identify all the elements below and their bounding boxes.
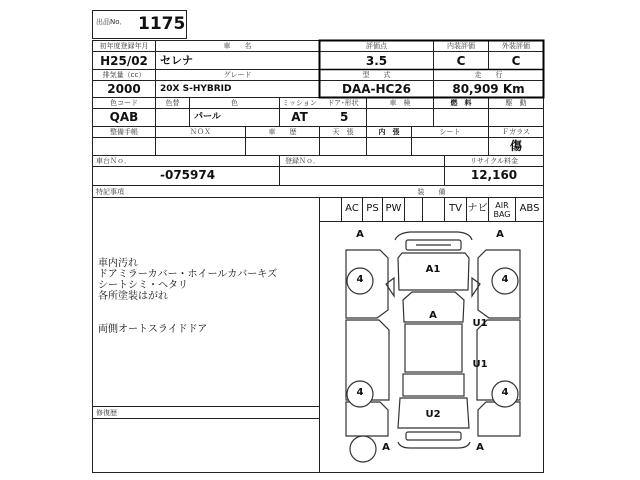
- value-recycle: 12,160: [470, 168, 518, 182]
- value-model: DAA-HC26: [341, 82, 412, 96]
- label-chassis: 車台Ｎｏ．: [96, 157, 131, 165]
- value-displacement: 2000: [107, 82, 141, 96]
- value-mission: AT: [291, 110, 308, 124]
- label-nox: ＮＯＸ: [190, 128, 211, 136]
- note-line-2: ドアミラーカバー・ホイールカバーキズ: [98, 269, 278, 280]
- equip-ac: AC: [345, 203, 359, 214]
- mark-right-door-front: U1: [472, 318, 488, 329]
- label-doors: ドア･形状: [327, 99, 359, 107]
- note-line-4: 各所塗装はがれ: [98, 291, 168, 302]
- equip-abs: ABS: [519, 203, 540, 214]
- label-sunroof: 天 張: [332, 128, 354, 136]
- label-interior-top: 内 張: [378, 128, 400, 136]
- label-interior: 内装評価: [447, 42, 475, 50]
- value-mileage: 80,909 Km: [452, 82, 525, 96]
- mark-roof-front: A: [429, 310, 437, 321]
- repair-label: 修復歴: [96, 409, 117, 417]
- label-grade: グレード: [223, 71, 252, 79]
- label-mileage: 走 行: [474, 71, 503, 79]
- mark-fl-wheel: 4: [356, 274, 364, 285]
- label-drive: 駆 動: [505, 99, 527, 107]
- label-car-name: 車 名: [223, 42, 252, 50]
- value-chassis: -075974: [160, 168, 216, 182]
- label-seat: シート: [439, 128, 461, 136]
- label-model: 型 式: [362, 71, 391, 79]
- label-mission: ミッション: [282, 99, 317, 107]
- lot-label: 出品No．: [96, 18, 127, 26]
- value-color: パール: [194, 112, 221, 122]
- equip-tv: TV: [449, 203, 462, 214]
- label-glass: Ｆガラス: [502, 128, 530, 136]
- label-color-change: 色替: [165, 99, 180, 107]
- value-color-code: QAB: [109, 110, 139, 124]
- lot-number: 1175: [138, 14, 186, 34]
- equip-airbag: AIR BAG: [493, 201, 511, 219]
- label-color-code: 色コード: [110, 99, 138, 107]
- mark-rl-wheel: 4: [356, 387, 364, 398]
- label-capacity: 車 検: [389, 99, 411, 107]
- equip-pw: PW: [385, 203, 402, 214]
- mark-rear-right: A: [476, 442, 484, 453]
- mark-rear-left: A: [382, 442, 390, 453]
- value-glass: 傷: [509, 139, 522, 153]
- value-doors: 5: [340, 110, 349, 124]
- equip-navi: ナビ: [467, 203, 488, 214]
- label-color: 色: [231, 99, 238, 107]
- label-first-reg: 初年度登録年月: [99, 42, 149, 50]
- value-car-name: セレナ: [160, 54, 193, 67]
- mark-front-left: A: [356, 229, 364, 240]
- mark-front-right: A: [496, 229, 504, 240]
- mark-rr-wheel: 4: [501, 387, 509, 398]
- equipment-label: 装 備: [417, 188, 446, 196]
- mark-right-door-rear: U1: [472, 359, 488, 370]
- label-fuel: 燃 料: [450, 99, 472, 107]
- value-score: 3.5: [365, 54, 388, 68]
- value-first-reg: H25/02: [100, 54, 148, 68]
- label-history: 車 歴: [268, 128, 297, 136]
- label-manual: 整備手帳: [110, 128, 138, 136]
- mark-back-door: U2: [425, 409, 441, 420]
- mark-hood: A1: [425, 264, 441, 275]
- equip-ps: PS: [366, 203, 379, 214]
- label-recycle: リサイクル料金: [469, 157, 519, 165]
- mark-fr-wheel: 4: [501, 274, 509, 285]
- value-grade: 20X S-HYBRID: [160, 84, 232, 94]
- value-exterior: C: [511, 54, 521, 68]
- label-displacement: 排気量（cc）: [102, 71, 146, 79]
- note-line-1: 車内汚れ: [98, 258, 138, 269]
- notes-label: 特記事項: [96, 188, 124, 196]
- value-interior: C: [456, 54, 466, 68]
- label-score: 評価点: [366, 42, 387, 50]
- label-exterior: 外装評価: [502, 42, 530, 50]
- note-line-6: 両側オートスライドドア: [98, 324, 208, 335]
- note-line-3: シートシミ・ヘタリ: [98, 280, 188, 291]
- label-reg-no: 登録Ｎｏ．: [285, 157, 320, 165]
